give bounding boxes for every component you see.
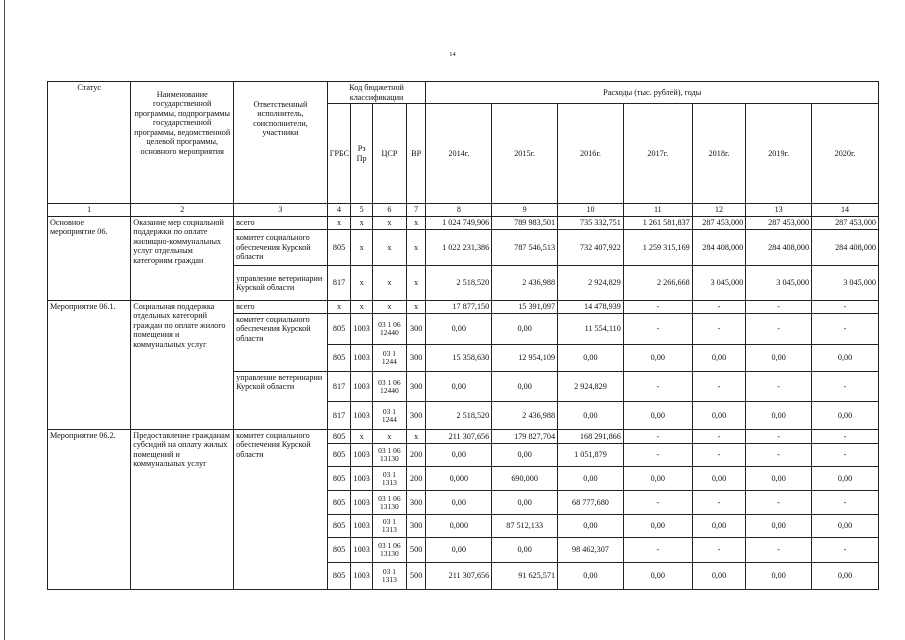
grbs-cell: 805 (327, 430, 351, 444)
amount-cell: 12 954,109 (492, 345, 558, 372)
amount-cell: 0,00 (492, 444, 558, 467)
header-year: 2015г. (492, 104, 558, 204)
csr-cell: x (372, 266, 406, 301)
amount-cell: 3 045,000 (746, 266, 812, 301)
amount-cell: 0,00 (692, 345, 745, 372)
rzpr-cell: x (351, 266, 373, 301)
amount-cell: 211 307,656 (426, 563, 492, 590)
rzpr-cell: 1003 (351, 538, 373, 563)
amount-cell: - (692, 301, 745, 314)
amount-cell: 287 453,000 (692, 217, 745, 230)
csr-cell: 03 1 06 12440 (372, 314, 406, 345)
amount-cell: - (692, 372, 745, 402)
amount-cell: 15 358,630 (426, 345, 492, 372)
csr-cell: 03 1 1244 (372, 345, 406, 372)
amount-cell: 0,00 (623, 402, 692, 430)
grbs-cell: 817 (327, 266, 351, 301)
grbs-cell: 805 (327, 538, 351, 563)
amount-cell: 787 546,513 (492, 230, 558, 266)
amount-cell: 0,00 (746, 563, 812, 590)
amount-cell: 15 391,097 (492, 301, 558, 314)
column-number-row (48, 204, 879, 217)
header-rzpr: Рз Пр (351, 104, 373, 204)
amount-cell: - (623, 372, 692, 402)
amount-cell: 211 307,656 (426, 430, 492, 444)
executor-cell: всего (234, 301, 328, 314)
header-executor: Ответственный исполнитель, соисполнители, участники (234, 82, 328, 204)
table-row (48, 217, 879, 230)
amount-cell: 0,00 (558, 515, 624, 538)
amount-cell: 735 332,751 (558, 217, 624, 230)
vr-cell: 200 (406, 444, 426, 467)
column-number: 14 (812, 204, 879, 217)
amount-cell: 287 453,000 (812, 217, 879, 230)
section-status: Основное мероприятие 06. (48, 217, 131, 301)
header-year: 2019г. (746, 104, 812, 204)
amount-cell: 0,00 (426, 314, 492, 345)
executor-cell: комитет социального обеспечения Курской области (234, 314, 328, 372)
grbs-cell: 805 (327, 491, 351, 515)
amount-cell: 1 259 315,169 (623, 230, 692, 266)
budget-table (47, 81, 879, 590)
page-edge-line (4, 0, 5, 640)
csr-cell: 03 1 06 13130 (372, 538, 406, 563)
amount-cell: 0,00 (492, 314, 558, 345)
rzpr-cell: x (351, 230, 373, 266)
vr-cell: 500 (406, 563, 426, 590)
amount-cell: 168 291,866 (558, 430, 624, 444)
csr-cell: x (372, 230, 406, 266)
amount-cell: - (692, 314, 745, 345)
rzpr-cell: 1003 (351, 345, 373, 372)
column-number: 12 (692, 204, 745, 217)
amount-cell: 1 024 749,906 (426, 217, 492, 230)
section-name: Социальная поддержка отдельных категорий граждан по оплате жилого помещения и коммунальных услуг (131, 301, 234, 430)
vr-cell: 300 (406, 515, 426, 538)
amount-cell: 690,000 (492, 467, 558, 491)
amount-cell: 2 266,668 (623, 266, 692, 301)
grbs-cell: x (327, 301, 351, 314)
column-number: 7 (406, 204, 426, 217)
amount-cell: - (812, 301, 879, 314)
amount-cell: 732 407,922 (558, 230, 624, 266)
amount-cell: 2 436,988 (492, 266, 558, 301)
amount-cell: 0,00 (812, 515, 879, 538)
amount-cell: 0,00 (558, 402, 624, 430)
amount-cell: 0,00 (692, 402, 745, 430)
amount-cell: 0,00 (812, 402, 879, 430)
rzpr-cell: x (351, 430, 373, 444)
csr-cell: x (372, 301, 406, 314)
vr-cell: 300 (406, 491, 426, 515)
header-year: 2017г. (623, 104, 692, 204)
amount-cell: 0,00 (558, 467, 624, 491)
vr-cell: 300 (406, 402, 426, 430)
column-number: 8 (426, 204, 492, 217)
header-vr: ВР (406, 104, 426, 204)
grbs-cell: 805 (327, 467, 351, 491)
amount-cell: 3 045,000 (812, 266, 879, 301)
rzpr-cell: 1003 (351, 491, 373, 515)
amount-cell: 0,00 (812, 563, 879, 590)
amount-cell: 0,00 (812, 467, 879, 491)
vr-cell: x (406, 430, 426, 444)
amount-cell: - (692, 491, 745, 515)
amount-cell: 0,00 (426, 491, 492, 515)
amount-cell: 11 554,110 (558, 314, 624, 345)
section-status: Мероприятие 06.1. (48, 301, 131, 430)
vr-cell: x (406, 266, 426, 301)
grbs-cell: 817 (327, 372, 351, 402)
amount-cell: - (812, 538, 879, 563)
amount-cell: - (746, 538, 812, 563)
executor-cell: комитет социального обеспечения Курской области (234, 430, 328, 590)
amount-cell: - (623, 430, 692, 444)
vr-cell: 300 (406, 345, 426, 372)
amount-cell: 1 051,879 (558, 444, 624, 467)
amount-cell: - (812, 444, 879, 467)
amount-cell: 0,00 (426, 444, 492, 467)
column-number: 5 (351, 204, 373, 217)
column-number: 6 (372, 204, 406, 217)
grbs-cell: 805 (327, 444, 351, 467)
column-number: 3 (234, 204, 328, 217)
grbs-cell: 805 (327, 314, 351, 345)
vr-cell: 200 (406, 467, 426, 491)
vr-cell: 300 (406, 314, 426, 345)
column-number: 2 (131, 204, 234, 217)
amount-cell: 0,00 (692, 515, 745, 538)
csr-cell: 03 1 06 13130 (372, 491, 406, 515)
rzpr-cell: 1003 (351, 515, 373, 538)
vr-cell: 300 (406, 372, 426, 402)
amount-cell: 0,00 (558, 345, 624, 372)
csr-cell: 03 1 06 13130 (372, 444, 406, 467)
header-row-1 (48, 82, 879, 104)
amount-cell: 87 512,133 (492, 515, 558, 538)
amount-cell: - (746, 301, 812, 314)
amount-cell: 2 924,829 (558, 372, 624, 402)
amount-cell: - (746, 314, 812, 345)
executor-cell: комитет социального обеспечения Курской области (234, 230, 328, 266)
amount-cell: - (623, 314, 692, 345)
grbs-cell: 805 (327, 563, 351, 590)
amount-cell: - (623, 538, 692, 563)
grbs-cell: 817 (327, 402, 351, 430)
amount-cell: - (746, 491, 812, 515)
csr-cell: 03 1 06 12440 (372, 372, 406, 402)
executor-cell: управление ветеринарии Курской области (234, 266, 328, 301)
header-csr: ЦСР (372, 104, 406, 204)
amount-cell: 17 877,150 (426, 301, 492, 314)
column-number: 4 (327, 204, 351, 217)
table-row (48, 430, 879, 444)
amount-cell: 0,000 (426, 515, 492, 538)
grbs-cell: 805 (327, 230, 351, 266)
csr-cell: 03 1 1244 (372, 402, 406, 430)
section-name: Оказание мер социальной поддержки по оплате жилищно-коммунальных услуг отдельным категориям граждан (131, 217, 234, 301)
vr-cell: x (406, 230, 426, 266)
amount-cell: - (746, 430, 812, 444)
amount-cell: 0,00 (812, 345, 879, 372)
amount-cell: - (746, 444, 812, 467)
amount-cell: 68 777,680 (558, 491, 624, 515)
column-number: 11 (623, 204, 692, 217)
amount-cell: - (812, 314, 879, 345)
rzpr-cell: 1003 (351, 372, 373, 402)
csr-cell: x (372, 217, 406, 230)
rzpr-cell: 1003 (351, 444, 373, 467)
amount-cell: 3 045,000 (692, 266, 745, 301)
amount-cell: 14 478,939 (558, 301, 624, 314)
header-expenses: Расходы (тыс. рублей), годы (426, 82, 879, 104)
vr-cell: 500 (406, 538, 426, 563)
amount-cell: 0,00 (492, 491, 558, 515)
header-year: 2014г. (426, 104, 492, 204)
header-year: 2020г. (812, 104, 879, 204)
amount-cell: 0,00 (426, 538, 492, 563)
amount-cell: - (692, 538, 745, 563)
column-number: 13 (746, 204, 812, 217)
amount-cell: 2 436,988 (492, 402, 558, 430)
amount-cell: - (692, 444, 745, 467)
grbs-cell: 805 (327, 515, 351, 538)
amount-cell: 0,00 (746, 345, 812, 372)
vr-cell: x (406, 301, 426, 314)
amount-cell: 0,000 (426, 467, 492, 491)
amount-cell: 0,00 (558, 563, 624, 590)
amount-cell: - (623, 301, 692, 314)
amount-cell: 0,00 (692, 467, 745, 491)
amount-cell: 0,00 (746, 515, 812, 538)
amount-cell: - (812, 430, 879, 444)
rzpr-cell: 1003 (351, 467, 373, 491)
csr-cell: 03 1 1313 (372, 515, 406, 538)
column-number: 10 (558, 204, 624, 217)
vr-cell: x (406, 217, 426, 230)
table-row (48, 301, 879, 314)
header-year: 2016г. (558, 104, 624, 204)
section-status: Мероприятие 06.2. (48, 430, 131, 590)
amount-cell: 2 518,520 (426, 402, 492, 430)
amount-cell: - (623, 491, 692, 515)
amount-cell: 0,00 (623, 345, 692, 372)
amount-cell: 1 261 581,837 (623, 217, 692, 230)
header-status: Статус (48, 82, 131, 204)
page-number: 14 (449, 51, 456, 58)
amount-cell: 0,00 (692, 563, 745, 590)
amount-cell: 0,00 (492, 372, 558, 402)
column-number: 9 (492, 204, 558, 217)
rzpr-cell: x (351, 301, 373, 314)
amount-cell: 98 462,307 (558, 538, 624, 563)
amount-cell: 0,00 (623, 467, 692, 491)
amount-cell: 91 625,571 (492, 563, 558, 590)
amount-cell: 0,00 (746, 467, 812, 491)
amount-cell: 179 827,704 (492, 430, 558, 444)
amount-cell: 2 924,829 (558, 266, 624, 301)
amount-cell: 287 453,000 (746, 217, 812, 230)
executor-cell: всего (234, 217, 328, 230)
executor-cell: управление ветеринарии Курской области (234, 372, 328, 430)
amount-cell: 284 408,000 (692, 230, 745, 266)
amount-cell: 284 408,000 (812, 230, 879, 266)
column-number: 1 (48, 204, 131, 217)
amount-cell: 2 518,520 (426, 266, 492, 301)
header-budget-code: Код бюджетной классификации (327, 82, 426, 104)
csr-cell: 03 1 1313 (372, 467, 406, 491)
rzpr-cell: 1003 (351, 314, 373, 345)
amount-cell: 0,00 (746, 402, 812, 430)
csr-cell: x (372, 430, 406, 444)
amount-cell: 284 408,000 (746, 230, 812, 266)
amount-cell: - (623, 444, 692, 467)
grbs-cell: x (327, 217, 351, 230)
amount-cell: 0,00 (426, 372, 492, 402)
amount-cell: - (812, 372, 879, 402)
header-year: 2018г. (692, 104, 745, 204)
amount-cell: - (746, 372, 812, 402)
rzpr-cell: 1003 (351, 563, 373, 590)
amount-cell: 789 983,501 (492, 217, 558, 230)
amount-cell: - (812, 491, 879, 515)
rzpr-cell: x (351, 217, 373, 230)
grbs-cell: 805 (327, 345, 351, 372)
csr-cell: 03 1 1313 (372, 563, 406, 590)
header-name: Наименование государственной программы, подпрограммы государственной программы, ведомственной целевой программы, основного мероприятия (131, 82, 234, 204)
amount-cell: - (692, 430, 745, 444)
amount-cell: 0,00 (492, 538, 558, 563)
amount-cell: 0,00 (623, 515, 692, 538)
section-name: Предоставление гражданам субсидий на оплату жилых помещений и коммунальных услуг (131, 430, 234, 590)
rzpr-cell: 1003 (351, 402, 373, 430)
header-grbs: ГРБС (327, 104, 351, 204)
amount-cell: 0,00 (623, 563, 692, 590)
amount-cell: 1 022 231,386 (426, 230, 492, 266)
